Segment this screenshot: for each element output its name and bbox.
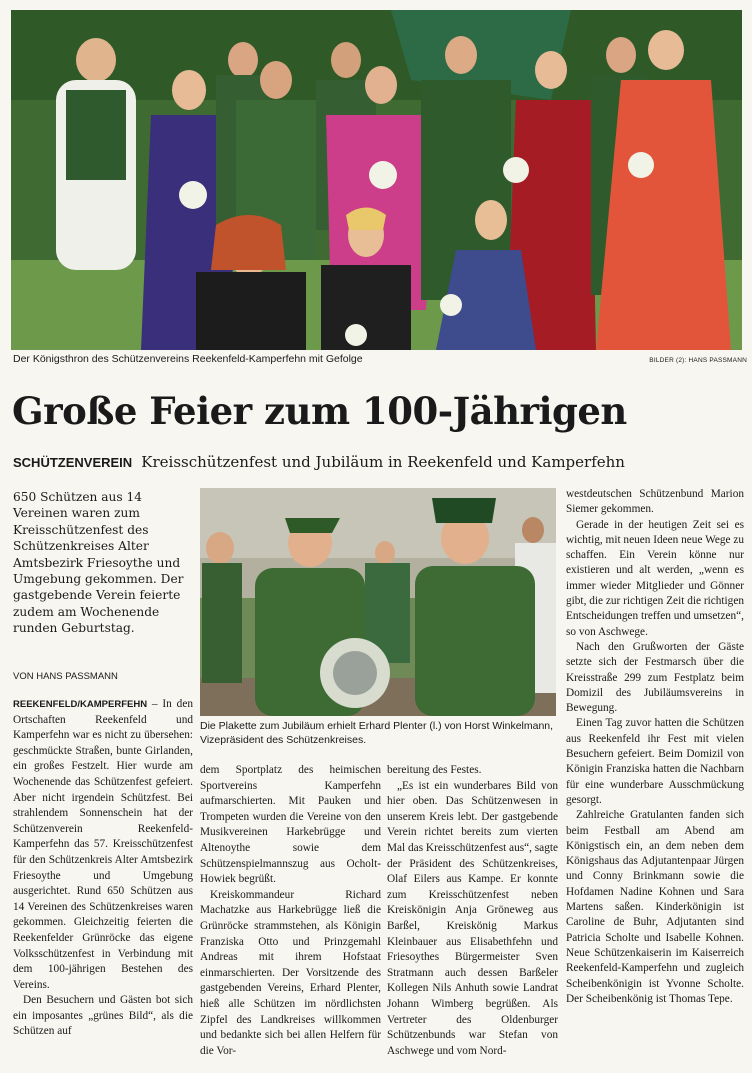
photo1-credit: BILDER (2): HANS PASSMANN — [649, 357, 747, 364]
column-4 — [566, 487, 744, 1007]
col4-paragraph-2: Gerade in der heutigen Zeit sei es wichtig, mit neuen Ideen neue Wege zu schaffen. Ein Verein könne nur existieren und alt werden, „wenn es immer wieder Mitglieder und Gönner gibt, die zur richtigen Zeit die richtigen Entscheidungen treffen und umsetzen“, so von Aschwege. — [566, 518, 744, 638]
col1-paragraph-2: Den Besuchern und Gästen bot sich ein imposantes „grünes Bild“, als die Schützen auf — [13, 994, 193, 1038]
col4-paragraph-3: Nach den Grußworten der Gäste setzte sich der Festmarsch über die Kreisstraße 299 zum Festplatz beim Domizil des Jubiläumsvereins in Bewegung. — [566, 640, 744, 715]
col2-paragraph-1: dem Sportplatz des heimischen Sportvereins Kamperfehn aufmarschierten. Mit Pauken und Trompeten wurden die Vereine von den Musikvereinen Harkebrügge und Altenoythe sowie dem Schützenspielmannszug aus Ocholt-Howiek begrüßt. — [200, 764, 381, 886]
dateline: REEKENFELD/KAMPERFEHN — [13, 699, 148, 710]
col4-paragraph-4: Einen Tag zuvor hatten die Schützen aus Reekenfeld ihr Fest mit vielen Besuchern gefeiert. Beim Domizil von Königin Franziska hatten die Nachbarn für eine wunderbare Ausschmückung gesorgt. — [566, 717, 744, 806]
award-photo-illustration — [200, 488, 556, 716]
column-3 — [387, 763, 558, 1059]
col2-paragraph-2: Kreiskommandeur Richard Machatzke aus Harkebrügge ließ die Grünröcke strammstehen, als Königin Franziska Otto und Prinzgemahl Andreas mit ihrem Hofstaat einmarschierten. Der Vorsitzende des gastgebenden Vereins, Erhard Plenter, hieß alle Schützen im nördlichsten Zipfel des Landkreises willkommen und bedankte sich bei allen Helfern für die Vor- — [200, 888, 381, 1057]
column-2 — [200, 763, 381, 1059]
col4-paragraph-5: Zahlreiche Gratulanten fanden sich beim Festball am Abend am Königstisch ein, an dem neben dem Königshaus das Adjutantenpaar Jürgen und Conny Brinkmann sowie die Hofdamen Nadine Kohnen und Sara Martens saßen. Kinderkönigin ist Caroline de Buhr, Adjutanten sind Patricia Scholte und Isabelle Kohnen. Neue Schützenkaiserin im Kaiserreich Reekenfeld-Kamperfehn und zugleich Scheibenkönigin ist Yvonne Scholte. Der Scheibenkönig ist Thomas Tepe. — [566, 809, 744, 1005]
lead-paragraph: 650 Schützen aus 14 Vereinen waren zum Kreisschützenfest des Schützenkreises Alter Amtsbezirk Friesoythe und Umgebung gekommen. Der gastgebende Verein feierte zudem am Wochenende runden Geburtstag. — [13, 490, 184, 636]
photo-plakette — [200, 488, 556, 716]
photo2-caption: Die Plakette zum Jubiläum erhielt Erhard Plenter (l.) von Horst Winkelmann, Vizepräsident des Schützenkreises. — [200, 720, 554, 746]
byline: VON HANS PASSMANN — [13, 671, 118, 682]
column-1 — [13, 697, 193, 1040]
kicker: SCHÜTZENVEREIN — [13, 455, 133, 470]
headline: Große Feier zum 100-Jährigen — [12, 389, 627, 433]
col3-paragraph-1: bereitung des Festes. — [387, 764, 482, 776]
col3-paragraph-2: „Es ist ein wunderbares Bild von hier oben. Das Schützenwesen in unserem Kreis lebt. Der gastgebende Verein richtet bereits zum vierten Mal das Kreisschützenfest aus“, sagte der Präsident des Schützenkreises, Olaf Eilers aus Kampe. Er konnte zum Kreisschützenfest neben Kreiskönigin Anja Gröneweg aus Barßel, Kreiskönig Markus Kleinbauer aus Elisabethfehn und Friesoythes Bürgermeister Sven Stratmann auch dessen Barßeler Kollegen Nils Anhuth sowie Landrat Johann Wimberg begrüßen. Als Vertreter des Oldenburger Schützenbunds war Stefan von Aschwege und vom Nord- — [387, 779, 558, 1057]
group-photo-illustration — [11, 10, 742, 350]
photo-koenigsthron — [11, 10, 742, 350]
subhead-row — [13, 452, 748, 471]
photo1-caption: Der Königsthron des Schützenvereins Reekenfeld-Kamperfehn mit Gefolge — [13, 353, 363, 365]
col4-paragraph-1: westdeutschen Schützenbund Marion Siemer gekommen. — [566, 488, 744, 516]
subhead: Kreisschützenfest und Jubiläum in Reekenfeld und Kamperfehn — [141, 453, 625, 471]
col1-paragraph-1: – In den Ortschaften Reekenfeld und Kamperfehn war es nicht zu übersehen: geschmückte Straßen, bunte Girlanden, ein großes Festzelt. Hier wurde am Wochenende das Schützenfest gefeiert. Aber nicht irgendein Schützfest. Bei strahlendem Sonnenschein hat der Schützenverein Reekenfeld-Kamperfehn das 57. Kreisschützenfest für den Schützenkreis Alter Amtsbezirk Friesoythe und Umgebung ausgerichtet. Rund 650 Schützen aus 14 Vereinen des Schützenkreises waren gekommen. Gleichzeitig feierten die Reekenfelder Grünröcke das eigene Volksschützenfest in Verbindung mit dem 100-jährigen Bestehen des Vereins. — [13, 698, 193, 991]
